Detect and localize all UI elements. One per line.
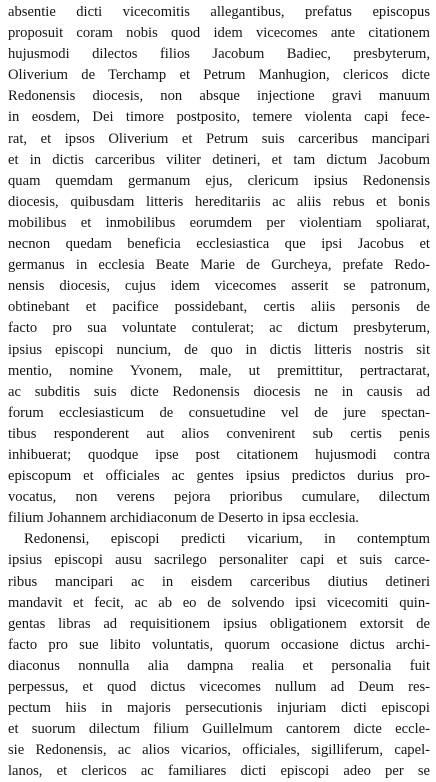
text-line: forum ecclesiasticum de consuetudine vel de jure spectan-	[8, 404, 430, 421]
text-line: rat, et ipsos Oliverium et Petrum suis carceribus mancipari	[8, 130, 430, 147]
text-line: ac subditis suis dicte Redonensis diocesis ne in causis ad	[8, 383, 430, 400]
text-line: Redonensi, episcopi predicti vicarium, in contemptum	[24, 531, 430, 548]
text-line: gentas libras ad requisitionem ipsius obligationem extorsit de	[8, 615, 430, 632]
text-line: in eosdem, Dei timore postposito, temere violenta capi fece-	[8, 109, 430, 126]
text-line: diocesis, quibusdam litteris hereditariis ac aliis rebus et bonis	[8, 193, 430, 210]
text-line: Oliverium de Terchamp et Petrum Manhugion, clericos dicte	[8, 67, 430, 84]
text-line: absentie dicti vicecomitis allegantibus, prefatus episcopus	[8, 4, 430, 20]
text-line: filium Johannem archidiaconum de Deserto in ipsa ecclesia.	[8, 510, 359, 527]
text-line: episcopum et officiales ac gentes ipsius predictos durius pro-	[8, 468, 430, 485]
text-line: proposuit coram nobis quod idem vicecomes ante citationem	[8, 25, 430, 42]
text-line: sie Redonensis, ac alios vicarios, officiales, sigilliferum, capel-	[8, 742, 430, 759]
text-line: ribus mancipari ac in eisdem carceribus diutius detineri	[8, 573, 430, 590]
text-line: obtinebant et pacifice possidebant, certis aliis personis de	[8, 299, 430, 316]
document-body	[8, 2, 430, 782]
text-line: vocatus, non verens pejora prioribus cumulare, dilectum	[8, 489, 430, 506]
text-line: germanus in ecclesia Beate Marie de Gurcheya, prefate Redo-	[8, 257, 430, 274]
text-line: perpessus, et quod dictus vicecomes nullum ad Deum res-	[8, 679, 430, 695]
text-line: et in dictis carceribus viliter detineri, et tam dictum Jacobum	[8, 151, 430, 168]
text-line: mobilibus et inmobilibus eorumdem per violentiam spoliarat,	[8, 214, 430, 231]
text-line: inhibuerat; quodque ipse post citationem hujusmodi contra	[8, 446, 430, 463]
text-line: facto pro sua voluntate contulerat; ac dictum presbyterum,	[8, 320, 430, 337]
text-line: nensis diocesis, cujus idem vicecomes asserit se patronum,	[8, 278, 430, 295]
text-line: facto pro sue libito voluntatis, quorum occasione dictus archi-	[8, 636, 430, 653]
text-line: mentio, nomine Yvonem, male, ut premittitur, pertractarat,	[8, 362, 430, 379]
text-line: ipsius episcopi ausu sacrilego personaliter capi et suis carce-	[8, 552, 430, 569]
text-line: hujusmodi dilectos filios Jacobum Badiec, presbyterum,	[8, 46, 430, 63]
text-line: mandavit et fecit, ac ab eo de solvendo ipsi vicecomiti quin-	[8, 594, 430, 611]
text-line: lanos, et clericos ac familiares dicti episcopi adeo per se	[8, 763, 430, 780]
text-line: pectum hiis in majoris persecutionis injuriam dicti episcopi	[8, 700, 430, 717]
text-line: quam quemdam germanum ejus, clericum ipsius Redonensis	[8, 172, 430, 189]
paragraph	[8, 529, 430, 782]
text-line: diaconus nonnulla alia dampna realia et personalia fuit	[8, 657, 430, 674]
paragraph	[8, 2, 430, 529]
text-line: ipsius episcopi nuncium, de quo in dictis litteris nostris sit	[8, 341, 430, 358]
text-line: necnon quedam beneficia ecclesiastica que ipsi Jacobus et	[8, 236, 430, 253]
text-line: et suorum dilectum filium Guillelmum cantorem dicte eccle-	[8, 721, 430, 738]
text-line: Redonensis diocesis, non absque injectione gravi manuum	[8, 88, 430, 105]
text-line: tibus responderent aut alios convenirent sub certis penis	[8, 425, 430, 442]
